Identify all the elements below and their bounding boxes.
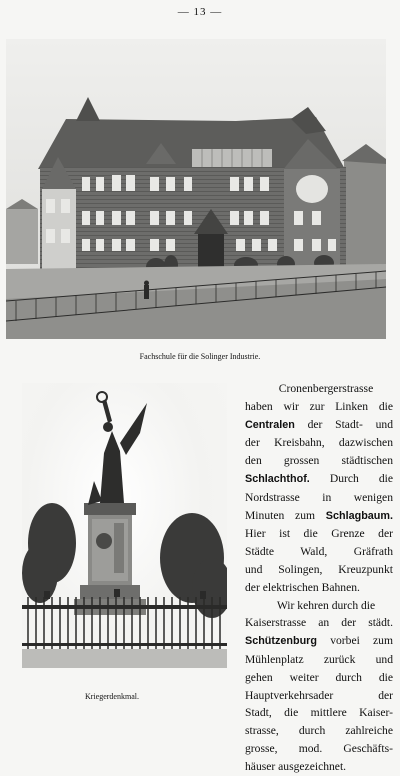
text-run: Städte Wald, Gräfrath xyxy=(245,545,393,559)
school-building-illustration xyxy=(6,39,386,339)
text-line xyxy=(245,704,393,722)
text-line xyxy=(245,651,393,669)
text-line xyxy=(245,434,393,452)
text-run: Hauptverkehrsader der xyxy=(245,688,393,702)
text-run: Kaiserstrasse an der städt. xyxy=(245,616,393,630)
war-memorial-photo xyxy=(22,383,227,668)
text-run: haben wir zur Linken die xyxy=(245,399,393,413)
text-run: Mühlenplatz zurück und xyxy=(245,652,393,666)
text-run: vorbei zum xyxy=(316,634,393,648)
text-run: und Solingen, Kreuzpunkt xyxy=(245,562,393,576)
text-line xyxy=(245,525,393,543)
text-line xyxy=(245,470,393,489)
war-memorial-illustration xyxy=(22,383,227,668)
text-line xyxy=(245,507,393,526)
text-run: Nordstrasse in wenigen xyxy=(245,490,393,504)
text-line xyxy=(245,669,393,687)
school-building-photo xyxy=(6,39,386,339)
text-run: gehen weiter durch die xyxy=(245,670,393,684)
text-line xyxy=(245,632,393,651)
text-run: den grossen städtischen xyxy=(245,454,393,468)
text-run: grosse, mod. Geschäfts- xyxy=(245,741,393,755)
text-line xyxy=(245,687,393,705)
text-run: der elektrischen Bahnen. xyxy=(245,580,360,594)
page-number: — 13 — xyxy=(177,6,223,18)
text-line xyxy=(245,740,393,758)
top-figure-caption: Fachschule für die Solinger Industrie. xyxy=(139,352,261,361)
text-line xyxy=(245,398,393,416)
text-line xyxy=(245,561,393,579)
text-run: Hier ist die Grenze der xyxy=(245,527,393,541)
text-line xyxy=(245,452,393,470)
text-line xyxy=(245,543,393,561)
text-line xyxy=(245,579,393,597)
bottom-figure-caption: Kriegerdenkmal. xyxy=(85,692,139,701)
body-text-column xyxy=(245,380,393,776)
bold-term: Schlagbaum. xyxy=(325,509,393,522)
text-run: Cronenbergerstrasse xyxy=(278,382,374,395)
text-line xyxy=(245,597,393,615)
text-run: Stadt, die mittlere Kaiser- xyxy=(245,706,393,720)
text-run: Durch die xyxy=(309,471,393,485)
text-line xyxy=(245,489,393,507)
text-run: häuser ausgezeichnet. xyxy=(245,759,347,773)
bold-term: Centralen xyxy=(245,418,295,431)
text-run: strasse, durch zahlreiche xyxy=(245,724,393,738)
text-run: der Stadt- und xyxy=(294,417,393,431)
bold-term: Schützenburg xyxy=(245,635,317,648)
text-run: der Kreisbahn, dazwischen xyxy=(245,436,393,450)
text-line xyxy=(245,614,393,632)
text-line xyxy=(245,758,393,776)
text-line xyxy=(245,380,393,398)
text-run: Minuten zum xyxy=(245,508,326,522)
text-line xyxy=(245,416,393,435)
bold-term: Schlachthof. xyxy=(245,472,310,485)
text-run: Wir kehren durch die xyxy=(276,598,376,612)
